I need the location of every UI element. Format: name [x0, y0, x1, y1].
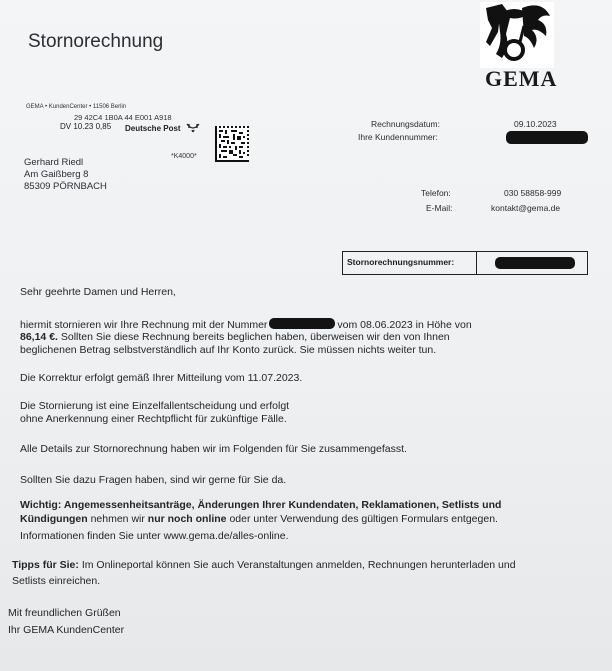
postal-code-line: 29 42C4 1B0A 44 E001 A918: [74, 113, 172, 122]
paragraph-3-line-2: ohne Anerkennung einer Rechtpflicht für zukünftige Fälle.: [20, 413, 287, 425]
storno-number-redaction: [495, 257, 575, 269]
salutation: Sehr geehrte Damen und Herren,: [20, 286, 176, 298]
paragraph-6-line-3: Informationen finden Sie unter www.gema.de/alles-online.: [20, 530, 289, 542]
gema-logo-text: GEMA: [485, 66, 558, 91]
paragraph-1-line-3: beglichenen Betrag selbstverständlich auf Ihr Konto zurück. Sie müssen nichts weiter tun.: [20, 344, 437, 356]
invoice-date-value: 09.10.2023: [514, 119, 557, 129]
paragraph-5: Sollten Sie dazu Fragen haben, sind wir gerne für Sie da.: [20, 474, 287, 486]
invoice-date-label: Rechnungsdatum:: [371, 119, 440, 129]
route-code: *K4000*: [171, 153, 197, 160]
paragraph-7-line-1: Tipps für Sie: Im Onlineportal können Sie auch Veranstaltungen anmelden, Rechnungen herunterladen und: [12, 559, 516, 571]
storno-number-label: Stornorechnungsnummer:: [347, 257, 455, 267]
paragraph-3-line-1: Die Stornierung ist eine Einzelfallentscheidung und erfolgt: [20, 400, 290, 412]
paragraph-1-line-2: 86,14 €. Sollten Sie diese Rechnung bereits beglichen haben, überweisen wir den von Ihnen: [20, 331, 450, 343]
invoice-number-redaction: [269, 318, 335, 329]
dv-line: DV 10.23 0,85: [60, 122, 112, 131]
paragraph-2: Die Korrektur erfolgt gemäß Ihrer Mitteilung vom 11.07.2023.: [20, 372, 303, 384]
paragraph-4: Alle Details zur Stornorechnung haben wir im Folgenden für Sie zusammengefasst.: [20, 443, 407, 455]
sender-line: GEMA • KundenCenter • 11506 Berlin: [26, 104, 127, 110]
email-label: E-Mail:: [426, 203, 453, 213]
storno-number-box: [342, 251, 588, 275]
recipient-name: Gerhard Riedl: [24, 157, 84, 168]
customer-number-label: Ihre Kundennummer:: [358, 132, 438, 142]
paragraph-6-line-1: Wichtig: Angemessenheitsanträge, Änderungen Ihrer Kundendaten, Reklamationen, Setlists und: [20, 499, 502, 511]
paragraph-6-line-2: Kündigungen nehmen wir nur noch online oder unter Verwendung des gültigen Formulars entgegen.: [20, 513, 498, 525]
carrier-name: Deutsche Post: [125, 124, 181, 133]
document-title: Stornorechnung: [28, 31, 164, 52]
closing-greeting: Mit freundlichen Grüßen: [8, 607, 121, 619]
post-horn-icon: [186, 122, 200, 134]
email-value: kontakt@gema.de: [491, 203, 561, 213]
datamatrix-code-icon: [215, 126, 249, 162]
customer-number-redaction: [506, 131, 588, 144]
phone-label: Telefon:: [421, 188, 451, 198]
paragraph-1-line-1: hiermit stornieren wir Ihre Rechnung mit der Nummer vom 08.06.2023 in Höhe von: [20, 319, 472, 331]
recipient-city: 85309 PÖRNBACH: [24, 181, 107, 192]
paragraph-7-line-2: Setlists einreichen.: [12, 575, 101, 587]
closing-signature: Ihr GEMA KundenCenter: [8, 624, 125, 636]
phone-value: 030 58858-999: [504, 188, 562, 198]
gema-logo-icon: [480, 2, 554, 68]
recipient-street: Am Gaißberg 8: [24, 169, 89, 180]
